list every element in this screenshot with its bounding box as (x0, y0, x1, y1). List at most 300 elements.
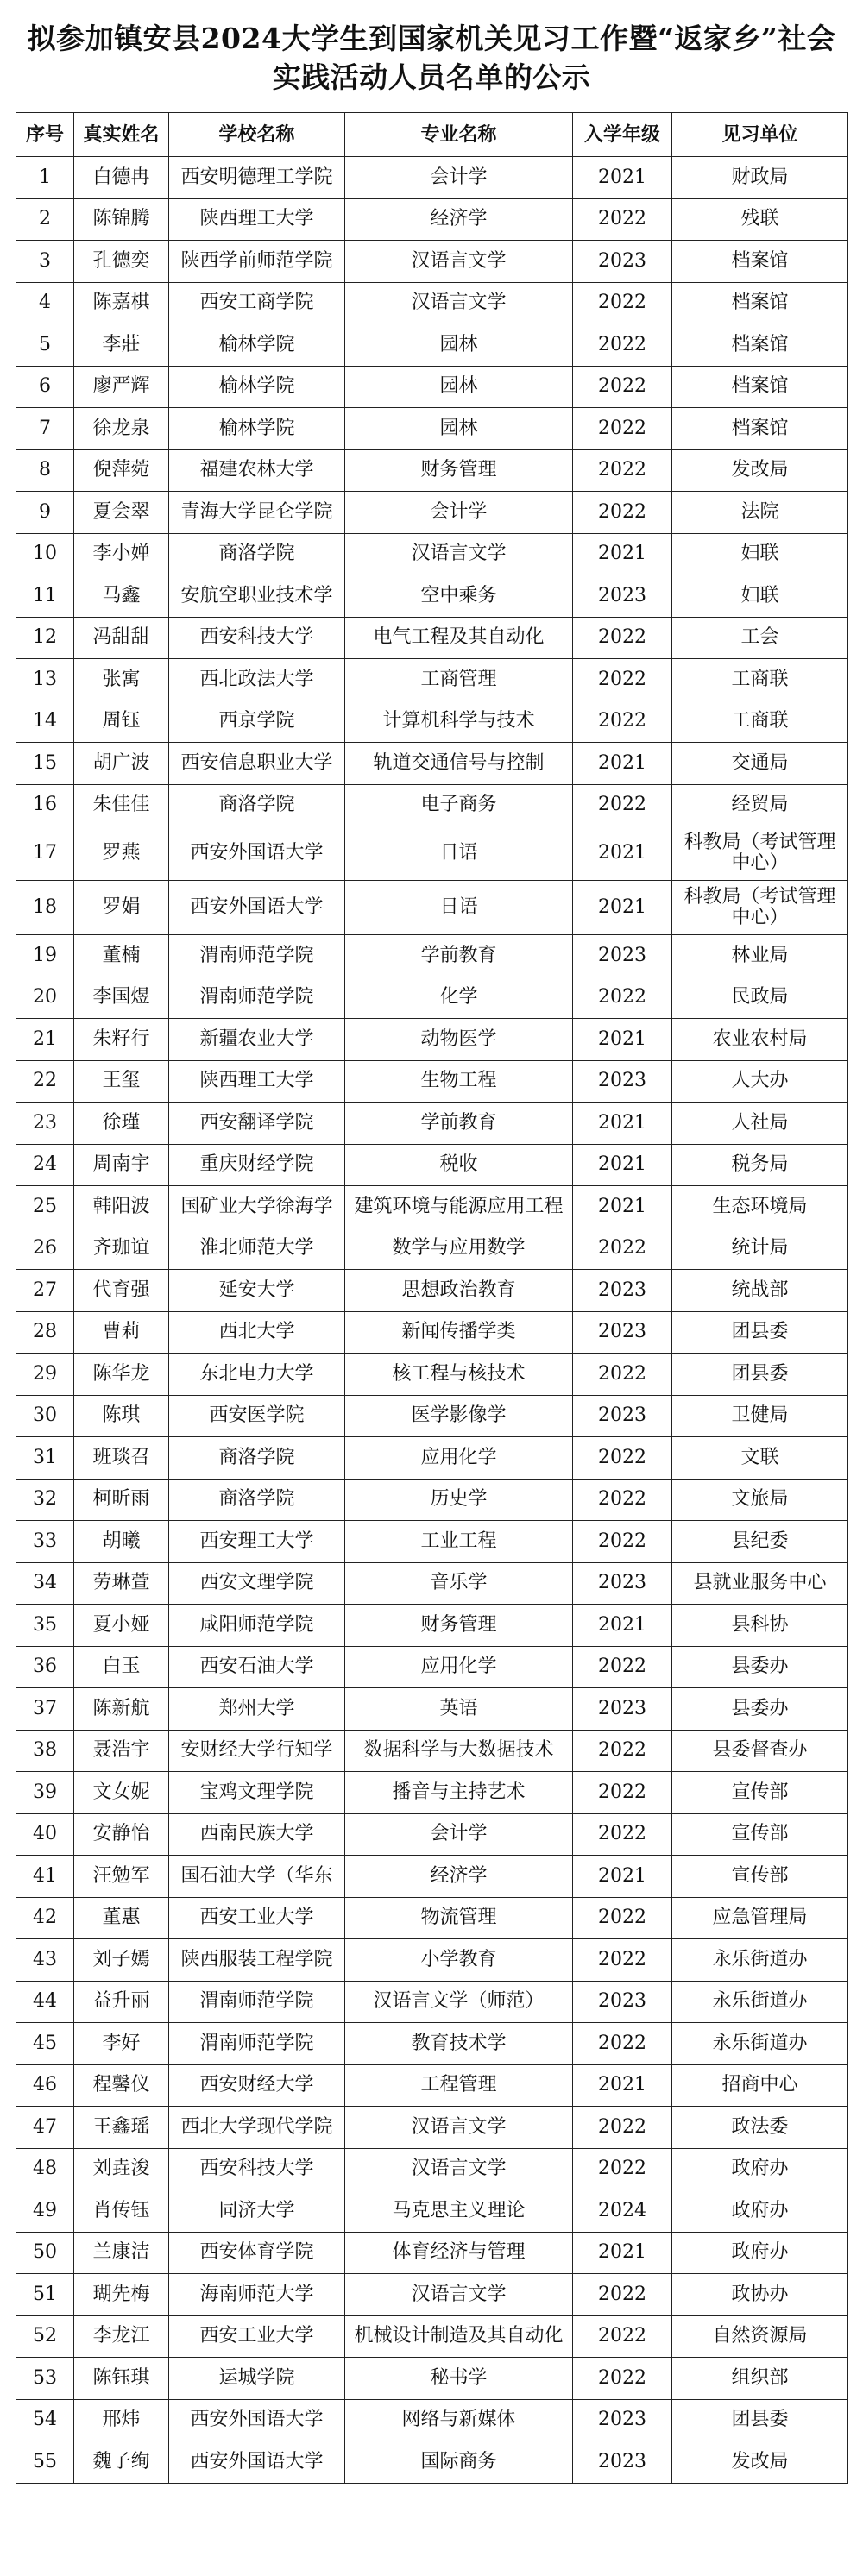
cell-grade: 2022 (573, 659, 672, 701)
cell-unit: 林业局 (672, 935, 848, 977)
cell-major: 汉语言文学（师范） (345, 1981, 573, 2023)
table-row (16, 826, 848, 881)
table-row (16, 1354, 848, 1396)
table-row (16, 1479, 848, 1521)
cell-school: 国矿业大学徐海学 (169, 1186, 345, 1228)
cell-name: 益升丽 (74, 1981, 169, 2023)
cell-name: 文女妮 (74, 1772, 169, 1814)
table-row (16, 366, 848, 408)
table-row (16, 784, 848, 826)
cell-index: 14 (16, 701, 74, 743)
cell-unit: 工商联 (672, 701, 848, 743)
table-row (16, 2064, 848, 2107)
cell-index: 26 (16, 1228, 74, 1270)
header-unit: 见习单位 (672, 113, 848, 157)
table-row (16, 449, 848, 492)
cell-school: 榆林学院 (169, 324, 345, 367)
cell-index: 20 (16, 977, 74, 1019)
cell-major: 物流管理 (345, 1897, 573, 1939)
cell-grade: 2022 (573, 408, 672, 450)
cell-index: 15 (16, 743, 74, 785)
cell-major: 空中乘务 (345, 575, 573, 618)
cell-name: 陈琪 (74, 1395, 169, 1437)
cell-name: 周钰 (74, 701, 169, 743)
table-row (16, 241, 848, 283)
cell-major: 园林 (345, 324, 573, 367)
cell-unit: 政府办 (672, 2148, 848, 2190)
table-row (16, 157, 848, 199)
table-row (16, 1813, 848, 1856)
cell-major: 汉语言文学 (345, 241, 573, 283)
cell-school: 商洛学院 (169, 533, 345, 575)
table-row (16, 2399, 848, 2441)
cell-major: 轨道交通信号与控制 (345, 743, 573, 785)
cell-unit: 县科协 (672, 1605, 848, 1647)
cell-school: 安航空职业技术学 (169, 575, 345, 618)
cell-major: 经济学 (345, 198, 573, 241)
cell-name: 夏会翠 (74, 492, 169, 534)
cell-school: 西安文理学院 (169, 1562, 345, 1605)
cell-school: 西南民族大学 (169, 1813, 345, 1856)
cell-major: 工商管理 (345, 659, 573, 701)
cell-major: 日语 (345, 826, 573, 881)
cell-school: 榆林学院 (169, 408, 345, 450)
cell-index: 48 (16, 2148, 74, 2190)
table-row (16, 1605, 848, 1647)
cell-name: 徐瑾 (74, 1103, 169, 1145)
cell-grade: 2022 (573, 1939, 672, 1982)
cell-unit: 政协办 (672, 2274, 848, 2316)
cell-unit: 县委办 (672, 1646, 848, 1688)
cell-unit: 统计局 (672, 1228, 848, 1270)
header-major: 专业名称 (345, 113, 573, 157)
cell-index: 30 (16, 1395, 74, 1437)
table-row (16, 1939, 848, 1982)
cell-index: 18 (16, 881, 74, 935)
cell-major: 应用化学 (345, 1646, 573, 1688)
cell-school: 渭南师范学院 (169, 977, 345, 1019)
cell-major: 计算机科学与技术 (345, 701, 573, 743)
cell-school: 西安体育学院 (169, 2232, 345, 2274)
cell-index: 21 (16, 1019, 74, 1061)
cell-index: 46 (16, 2064, 74, 2107)
table-body (16, 157, 848, 2484)
cell-index: 27 (16, 1270, 74, 1312)
cell-name: 聂浩宇 (74, 1730, 169, 1772)
cell-grade: 2023 (573, 1270, 672, 1312)
cell-major: 汉语言文学 (345, 2148, 573, 2190)
table-row (16, 1521, 848, 1563)
cell-major: 会计学 (345, 1813, 573, 1856)
cell-major: 日语 (345, 881, 573, 935)
cell-unit: 永乐街道办 (672, 1939, 848, 1982)
cell-unit: 自然资源局 (672, 2315, 848, 2358)
roster-table (16, 112, 848, 2484)
cell-school: 东北电力大学 (169, 1354, 345, 1396)
cell-school: 陕西学前师范学院 (169, 241, 345, 283)
cell-grade: 2022 (573, 1437, 672, 1480)
cell-index: 12 (16, 617, 74, 659)
cell-grade: 2023 (573, 1981, 672, 2023)
cell-major: 小学教育 (345, 1939, 573, 1982)
cell-unit: 档案馆 (672, 241, 848, 283)
cell-school: 陕西理工大学 (169, 198, 345, 241)
header-school: 学校名称 (169, 113, 345, 157)
cell-index: 33 (16, 1521, 74, 1563)
cell-major: 播音与主持艺术 (345, 1772, 573, 1814)
table-row (16, 1019, 848, 1061)
cell-grade: 2022 (573, 977, 672, 1019)
cell-name: 瑚先梅 (74, 2274, 169, 2316)
cell-name: 冯甜甜 (74, 617, 169, 659)
cell-index: 38 (16, 1730, 74, 1772)
cell-school: 陕西服装工程学院 (169, 1939, 345, 1982)
cell-major: 财务管理 (345, 449, 573, 492)
cell-school: 榆林学院 (169, 366, 345, 408)
table-row (16, 1856, 848, 1898)
cell-school: 西安科技大学 (169, 617, 345, 659)
cell-major: 电气工程及其自动化 (345, 617, 573, 659)
cell-grade: 2021 (573, 1103, 672, 1145)
table-row (16, 977, 848, 1019)
table-row (16, 1437, 848, 1480)
table-row (16, 282, 848, 324)
cell-school: 西安明德理工学院 (169, 157, 345, 199)
cell-index: 39 (16, 1772, 74, 1814)
cell-school: 延安大学 (169, 1270, 345, 1312)
cell-name: 白玉 (74, 1646, 169, 1688)
cell-major: 核工程与核技术 (345, 1354, 573, 1396)
cell-name: 陈华龙 (74, 1354, 169, 1396)
cell-index: 29 (16, 1354, 74, 1396)
cell-name: 安静怡 (74, 1813, 169, 1856)
cell-school: 西安外国语大学 (169, 881, 345, 935)
cell-grade: 2022 (573, 617, 672, 659)
cell-unit: 应急管理局 (672, 1897, 848, 1939)
cell-grade: 2023 (573, 1688, 672, 1731)
cell-grade: 2021 (573, 1856, 672, 1898)
cell-index: 23 (16, 1103, 74, 1145)
header-index: 序号 (16, 113, 74, 157)
cell-name: 李莊 (74, 324, 169, 367)
cell-unit: 县纪委 (672, 1521, 848, 1563)
table-row (16, 617, 848, 659)
table-header-row (16, 113, 848, 157)
cell-major: 应用化学 (345, 1437, 573, 1480)
cell-grade: 2021 (573, 743, 672, 785)
cell-index: 3 (16, 241, 74, 283)
cell-unit: 组织部 (672, 2358, 848, 2400)
cell-grade: 2022 (573, 1521, 672, 1563)
cell-grade: 2021 (573, 2064, 672, 2107)
cell-major: 园林 (345, 408, 573, 450)
cell-name: 陈钰琪 (74, 2358, 169, 2400)
cell-grade: 2022 (573, 492, 672, 534)
cell-name: 李好 (74, 2023, 169, 2065)
cell-index: 17 (16, 826, 74, 881)
table-row (16, 2190, 848, 2233)
table-row (16, 1646, 848, 1688)
cell-school: 西安工业大学 (169, 2315, 345, 2358)
cell-school: 青海大学昆仑学院 (169, 492, 345, 534)
cell-unit: 档案馆 (672, 408, 848, 450)
cell-unit: 宣传部 (672, 1772, 848, 1814)
cell-school: 安财经大学行知学 (169, 1730, 345, 1772)
cell-unit: 档案馆 (672, 366, 848, 408)
cell-major: 医学影像学 (345, 1395, 573, 1437)
cell-major: 财务管理 (345, 1605, 573, 1647)
table-row (16, 1897, 848, 1939)
cell-unit: 妇联 (672, 575, 848, 618)
cell-school: 渭南师范学院 (169, 2023, 345, 2065)
cell-grade: 2022 (573, 2274, 672, 2316)
cell-index: 13 (16, 659, 74, 701)
cell-name: 胡曦 (74, 1521, 169, 1563)
cell-grade: 2022 (573, 324, 672, 367)
cell-grade: 2022 (573, 198, 672, 241)
cell-major: 音乐学 (345, 1562, 573, 1605)
table-row (16, 1270, 848, 1312)
table-row (16, 659, 848, 701)
cell-grade: 2022 (573, 1479, 672, 1521)
cell-school: 重庆财经学院 (169, 1144, 345, 1186)
cell-index: 44 (16, 1981, 74, 2023)
cell-unit: 招商中心 (672, 2064, 848, 2107)
table-row (16, 492, 848, 534)
cell-unit: 民政局 (672, 977, 848, 1019)
title-line-2: 实践活动人员名单的公示 (272, 60, 591, 94)
cell-name: 王玺 (74, 1060, 169, 1103)
table-row (16, 881, 848, 935)
cell-index: 16 (16, 784, 74, 826)
cell-name: 董楠 (74, 935, 169, 977)
cell-unit: 卫健局 (672, 1395, 848, 1437)
cell-grade: 2021 (573, 1144, 672, 1186)
cell-school: 西安外国语大学 (169, 826, 345, 881)
cell-index: 36 (16, 1646, 74, 1688)
cell-unit: 财政局 (672, 157, 848, 199)
cell-major: 动物医学 (345, 1019, 573, 1061)
cell-index: 5 (16, 324, 74, 367)
cell-school: 商洛学院 (169, 784, 345, 826)
cell-grade: 2023 (573, 241, 672, 283)
cell-grade: 2022 (573, 1813, 672, 1856)
cell-unit: 团县委 (672, 1311, 848, 1354)
table-row (16, 2358, 848, 2400)
cell-unit: 文旅局 (672, 1479, 848, 1521)
cell-name: 代育强 (74, 1270, 169, 1312)
cell-school: 商洛学院 (169, 1437, 345, 1480)
cell-name: 魏子绚 (74, 2441, 169, 2484)
cell-unit: 人大办 (672, 1060, 848, 1103)
cell-major: 秘书学 (345, 2358, 573, 2400)
table-row (16, 533, 848, 575)
cell-major: 建筑环境与能源应用工程 (345, 1186, 573, 1228)
cell-name: 朱籽行 (74, 1019, 169, 1061)
cell-index: 9 (16, 492, 74, 534)
cell-name: 马鑫 (74, 575, 169, 618)
cell-index: 51 (16, 2274, 74, 2316)
table-row (16, 743, 848, 785)
cell-unit: 档案馆 (672, 324, 848, 367)
cell-unit: 团县委 (672, 2399, 848, 2441)
cell-name: 廖严辉 (74, 366, 169, 408)
cell-major: 体育经济与管理 (345, 2232, 573, 2274)
cell-unit: 永乐街道办 (672, 1981, 848, 2023)
cell-index: 4 (16, 282, 74, 324)
table-row (16, 1395, 848, 1437)
cell-index: 45 (16, 2023, 74, 2065)
cell-index: 50 (16, 2232, 74, 2274)
cell-index: 49 (16, 2190, 74, 2233)
cell-index: 43 (16, 1939, 74, 1982)
cell-name: 李小婵 (74, 533, 169, 575)
cell-grade: 2022 (573, 366, 672, 408)
cell-major: 汉语言文学 (345, 2107, 573, 2149)
cell-name: 董惠 (74, 1897, 169, 1939)
cell-unit: 政府办 (672, 2232, 848, 2274)
cell-grade: 2023 (573, 935, 672, 977)
table-row (16, 575, 848, 618)
cell-grade: 2022 (573, 2315, 672, 2358)
cell-grade: 2023 (573, 1311, 672, 1354)
cell-unit: 档案馆 (672, 282, 848, 324)
table-row (16, 1144, 848, 1186)
table-row (16, 1981, 848, 2023)
cell-index: 41 (16, 1856, 74, 1898)
table-row (16, 1688, 848, 1731)
cell-school: 咸阳师范学院 (169, 1605, 345, 1647)
cell-name: 王鑫瑶 (74, 2107, 169, 2149)
cell-name: 陈锦腾 (74, 198, 169, 241)
cell-major: 数学与应用数学 (345, 1228, 573, 1270)
cell-major: 机械设计制造及其自动化 (345, 2315, 573, 2358)
cell-name: 程馨仪 (74, 2064, 169, 2107)
table-row (16, 701, 848, 743)
cell-grade: 2024 (573, 2190, 672, 2233)
cell-index: 7 (16, 408, 74, 450)
cell-grade: 2021 (573, 826, 672, 881)
cell-name: 夏小娅 (74, 1605, 169, 1647)
cell-grade: 2021 (573, 1186, 672, 1228)
cell-unit: 政法委 (672, 2107, 848, 2149)
cell-index: 52 (16, 2315, 74, 2358)
cell-name: 胡广波 (74, 743, 169, 785)
cell-major: 经济学 (345, 1856, 573, 1898)
cell-major: 思想政治教育 (345, 1270, 573, 1312)
cell-index: 31 (16, 1437, 74, 1480)
page-title (0, 0, 863, 112)
cell-school: 福建农林大学 (169, 449, 345, 492)
cell-school: 西安科技大学 (169, 2148, 345, 2190)
cell-name: 劳琳萱 (74, 1562, 169, 1605)
cell-school: 西安工业大学 (169, 1897, 345, 1939)
cell-grade: 2023 (573, 1060, 672, 1103)
cell-school: 西安翻译学院 (169, 1103, 345, 1145)
cell-name: 陈嘉棋 (74, 282, 169, 324)
cell-school: 渭南师范学院 (169, 1981, 345, 2023)
cell-index: 32 (16, 1479, 74, 1521)
cell-index: 42 (16, 1897, 74, 1939)
cell-grade: 2022 (573, 2358, 672, 2400)
cell-grade: 2021 (573, 881, 672, 935)
cell-unit: 宣传部 (672, 1813, 848, 1856)
cell-grade: 2021 (573, 2232, 672, 2274)
cell-index: 53 (16, 2358, 74, 2400)
cell-school: 西安工商学院 (169, 282, 345, 324)
cell-grade: 2022 (573, 1354, 672, 1396)
cell-major: 学前教育 (345, 1103, 573, 1145)
table-row (16, 198, 848, 241)
cell-index: 6 (16, 366, 74, 408)
cell-index: 34 (16, 1562, 74, 1605)
cell-unit: 生态环境局 (672, 1186, 848, 1228)
table-row (16, 324, 848, 367)
cell-grade: 2023 (573, 2441, 672, 2484)
cell-major: 教育技术学 (345, 2023, 573, 2065)
title-line-1: 拟参加镇安县2024大学生到国家机关见习工作暨“返家乡”社会 (27, 22, 836, 55)
cell-grade: 2023 (573, 2399, 672, 2441)
table-row (16, 2148, 848, 2190)
cell-unit: 县委督查办 (672, 1730, 848, 1772)
cell-name: 徐龙泉 (74, 408, 169, 450)
cell-index: 10 (16, 533, 74, 575)
cell-index: 55 (16, 2441, 74, 2484)
cell-grade: 2023 (573, 1562, 672, 1605)
cell-grade: 2022 (573, 1730, 672, 1772)
cell-school: 西安财经大学 (169, 2064, 345, 2107)
cell-grade: 2023 (573, 575, 672, 618)
cell-index: 22 (16, 1060, 74, 1103)
cell-grade: 2022 (573, 1897, 672, 1939)
cell-unit: 交通局 (672, 743, 848, 785)
cell-major: 网络与新媒体 (345, 2399, 573, 2441)
cell-index: 19 (16, 935, 74, 977)
cell-school: 同济大学 (169, 2190, 345, 2233)
cell-name: 张寓 (74, 659, 169, 701)
cell-major: 新闻传播学类 (345, 1311, 573, 1354)
cell-major: 汉语言文学 (345, 282, 573, 324)
cell-school: 运城学院 (169, 2358, 345, 2400)
header-grade: 入学年级 (573, 113, 672, 157)
cell-major: 税收 (345, 1144, 573, 1186)
cell-grade: 2022 (573, 2023, 672, 2065)
cell-name: 齐珈谊 (74, 1228, 169, 1270)
cell-name: 李龙江 (74, 2315, 169, 2358)
cell-name: 曹莉 (74, 1311, 169, 1354)
cell-unit: 妇联 (672, 533, 848, 575)
cell-major: 国际商务 (345, 2441, 573, 2484)
cell-name: 倪萍菀 (74, 449, 169, 492)
cell-unit: 统战部 (672, 1270, 848, 1312)
cell-major: 数据科学与大数据技术 (345, 1730, 573, 1772)
cell-unit: 经贸局 (672, 784, 848, 826)
cell-name: 邢炜 (74, 2399, 169, 2441)
cell-school: 商洛学院 (169, 1479, 345, 1521)
cell-name: 罗娟 (74, 881, 169, 935)
cell-school: 陕西理工大学 (169, 1060, 345, 1103)
cell-index: 2 (16, 198, 74, 241)
table-row (16, 2441, 848, 2484)
cell-index: 40 (16, 1813, 74, 1856)
cell-index: 8 (16, 449, 74, 492)
cell-name: 李国煜 (74, 977, 169, 1019)
cell-grade: 2022 (573, 701, 672, 743)
table-row (16, 1060, 848, 1103)
cell-school: 渭南师范学院 (169, 935, 345, 977)
cell-grade: 2022 (573, 282, 672, 324)
cell-grade: 2022 (573, 449, 672, 492)
